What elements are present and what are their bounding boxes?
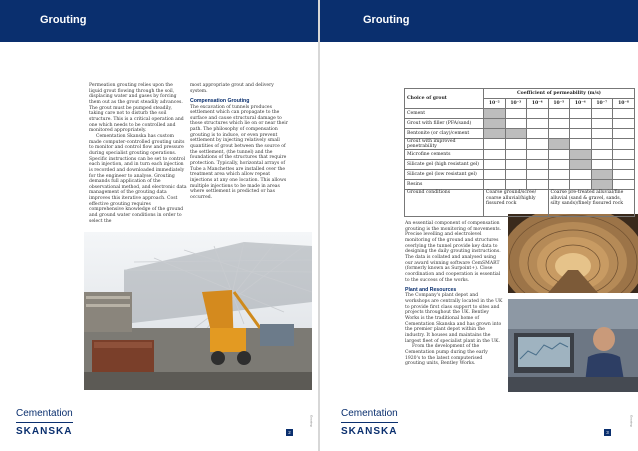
logo-text-top: Cementation [341, 408, 398, 419]
page-number: 2 [286, 429, 293, 436]
table-row [405, 129, 635, 139]
text-column-right [405, 221, 503, 367]
right-page [320, 0, 638, 451]
grout-label: Grout with filler (PFA/sand) [405, 119, 484, 129]
exponent-cell: 10⁻⁷ [591, 99, 613, 109]
logo-text-bottom: SKANSKA [16, 422, 73, 438]
range-cell [505, 129, 527, 139]
header-bar [0, 0, 318, 42]
section-heading: Compensation Grouting [190, 98, 250, 105]
table-row [405, 150, 635, 160]
logo-text-bottom: SKANSKA [341, 422, 398, 438]
range-cell [570, 160, 592, 170]
coefficient-header: Coefficient of permeability (m/s) [484, 89, 635, 99]
table-row [405, 119, 635, 129]
tunnel-photo [508, 214, 638, 293]
paragraph: From the development of the Cementation pump during the early 1920's to the latest computerised grouting units, Bentley Works. [405, 344, 488, 367]
paragraph: The excavation of tunnels produces settlement which can propagate to the surface and cause structural damage to those structures which lie on or near their path. The philosophy of compensation grouting is to induce, or even prevent settlement by injecting relatively small quantities of grout between the source of the settlement, (the tunnel) and the foundations of the structures that require protection. Typically, horizontal arrays of Tube a Manchettes are installed over the treatment area which allow repeat injections at any one location. This allows multiple injections to be made in areas where settlement is predicted or has occurred. [190, 104, 288, 201]
exponent-cell: 10⁻⁸ [613, 99, 635, 109]
paragraph: Permeation grouting relies upon the liquid grout flowing through the soil, displacing water and gases by forcing them out as the grout steadily advances. The grout must be pumped steadily, taking care not to disturb the soil structure. This is a critical operation and one which needs to be controlled and monitored appropriately. [89, 83, 184, 134]
exponent-cell: 10⁻⁴ [527, 99, 549, 109]
side-note: Grouting [629, 415, 634, 427]
page-number: 3 [604, 429, 611, 436]
choice-of-grout-header: Choice of grout [405, 89, 484, 109]
paragraph: An essential component of compensation grouting is the monitoring of movements. Precise levelling and electrolevel monitoring of the ground and structures overlying the tunnel provide key data to designing the daily grouting instructions. The data is collated and analysed using our award winning software CemSMART (formerly known as Surpoint+). Close coordination and cooperation is essential to the success of the works. [405, 221, 502, 283]
range-cell [570, 150, 592, 160]
grout-label: Bentonite (or clay)/cement [405, 129, 484, 139]
table-row [405, 160, 635, 170]
table-row [405, 180, 635, 190]
ground-fine: Coarse pre-treated alluvial/fine alluvial (sand & gravel, sands, silty sands)/finely fissured rock [548, 190, 635, 217]
text-column-2 [190, 83, 288, 201]
exponent-cell: 10⁻² [484, 99, 506, 109]
grout-label: Silicate gel (high resistant gel) [405, 160, 484, 170]
logo-text-top: Cementation [16, 408, 73, 419]
paragraph: The Company's plant depot and workshops are centrally located in the UK to provide first class support to sites and projects throughout the UK. Bentley Works is the traditional home of Cementation Skanska and has grown into the premier plant depot within the industry. It houses and maintains the largest fleet of specialist plant in the UK. [405, 293, 503, 344]
range-cell [484, 119, 506, 129]
ground-conditions-label: Ground conditions [405, 190, 484, 217]
range-cell [484, 109, 506, 119]
grout-label: Silicate gel (low resistant gel) [405, 170, 484, 180]
left-page [0, 0, 318, 451]
range-cell [548, 139, 570, 150]
side-note: Grouting [309, 415, 314, 427]
table-row [405, 109, 635, 119]
monitoring-operator-photo [508, 299, 638, 392]
table-row [405, 170, 635, 180]
section-heading: Plant and Resources [405, 287, 457, 294]
stadium-construction-photo [84, 232, 312, 390]
table-row [405, 139, 635, 150]
grout-label: Grout with improved penetrability [405, 139, 484, 150]
cementation-skanska-logo [16, 408, 73, 438]
ground-coarse: Coarse ground/scree/ coarse alluvial/highly fissured rock [484, 190, 549, 217]
page-title: Grouting [363, 14, 410, 26]
text-column-1 [89, 83, 187, 224]
range-cell [591, 170, 613, 180]
exponent-cell: 10⁻³ [505, 99, 527, 109]
grout-label: Cement [405, 109, 484, 119]
range-cell [484, 129, 506, 139]
exponent-cell: 10⁻⁶ [570, 99, 592, 109]
range-cell [591, 180, 613, 190]
table-row [405, 190, 635, 217]
exponent-cell: 10⁻⁵ [548, 99, 570, 109]
paragraph: most appropriate grout and delivery system. [190, 83, 274, 94]
permeability-table [404, 88, 635, 217]
grout-label: Microfine cements [405, 150, 484, 160]
paragraph: Cementation Skanska has custom made computer-controlled grouting units to monitor and control flow and pressure during specialist grouting operations. Specific instructions can be set to control each injection, and in turn each injection is recorded and downloaded immediately for the engineer to analyse. Grouting demands full application of the observational method, and electronic data management of the grouting data improves this iterative approach. Cost effective grouting requires comprehensive knowledge of the ground and ground water conditions in order to select the [89, 133, 187, 224]
page-title: Grouting [40, 14, 87, 26]
cementation-skanska-logo [341, 408, 398, 438]
grout-label: Resins [405, 180, 484, 190]
header-bar [320, 0, 638, 42]
